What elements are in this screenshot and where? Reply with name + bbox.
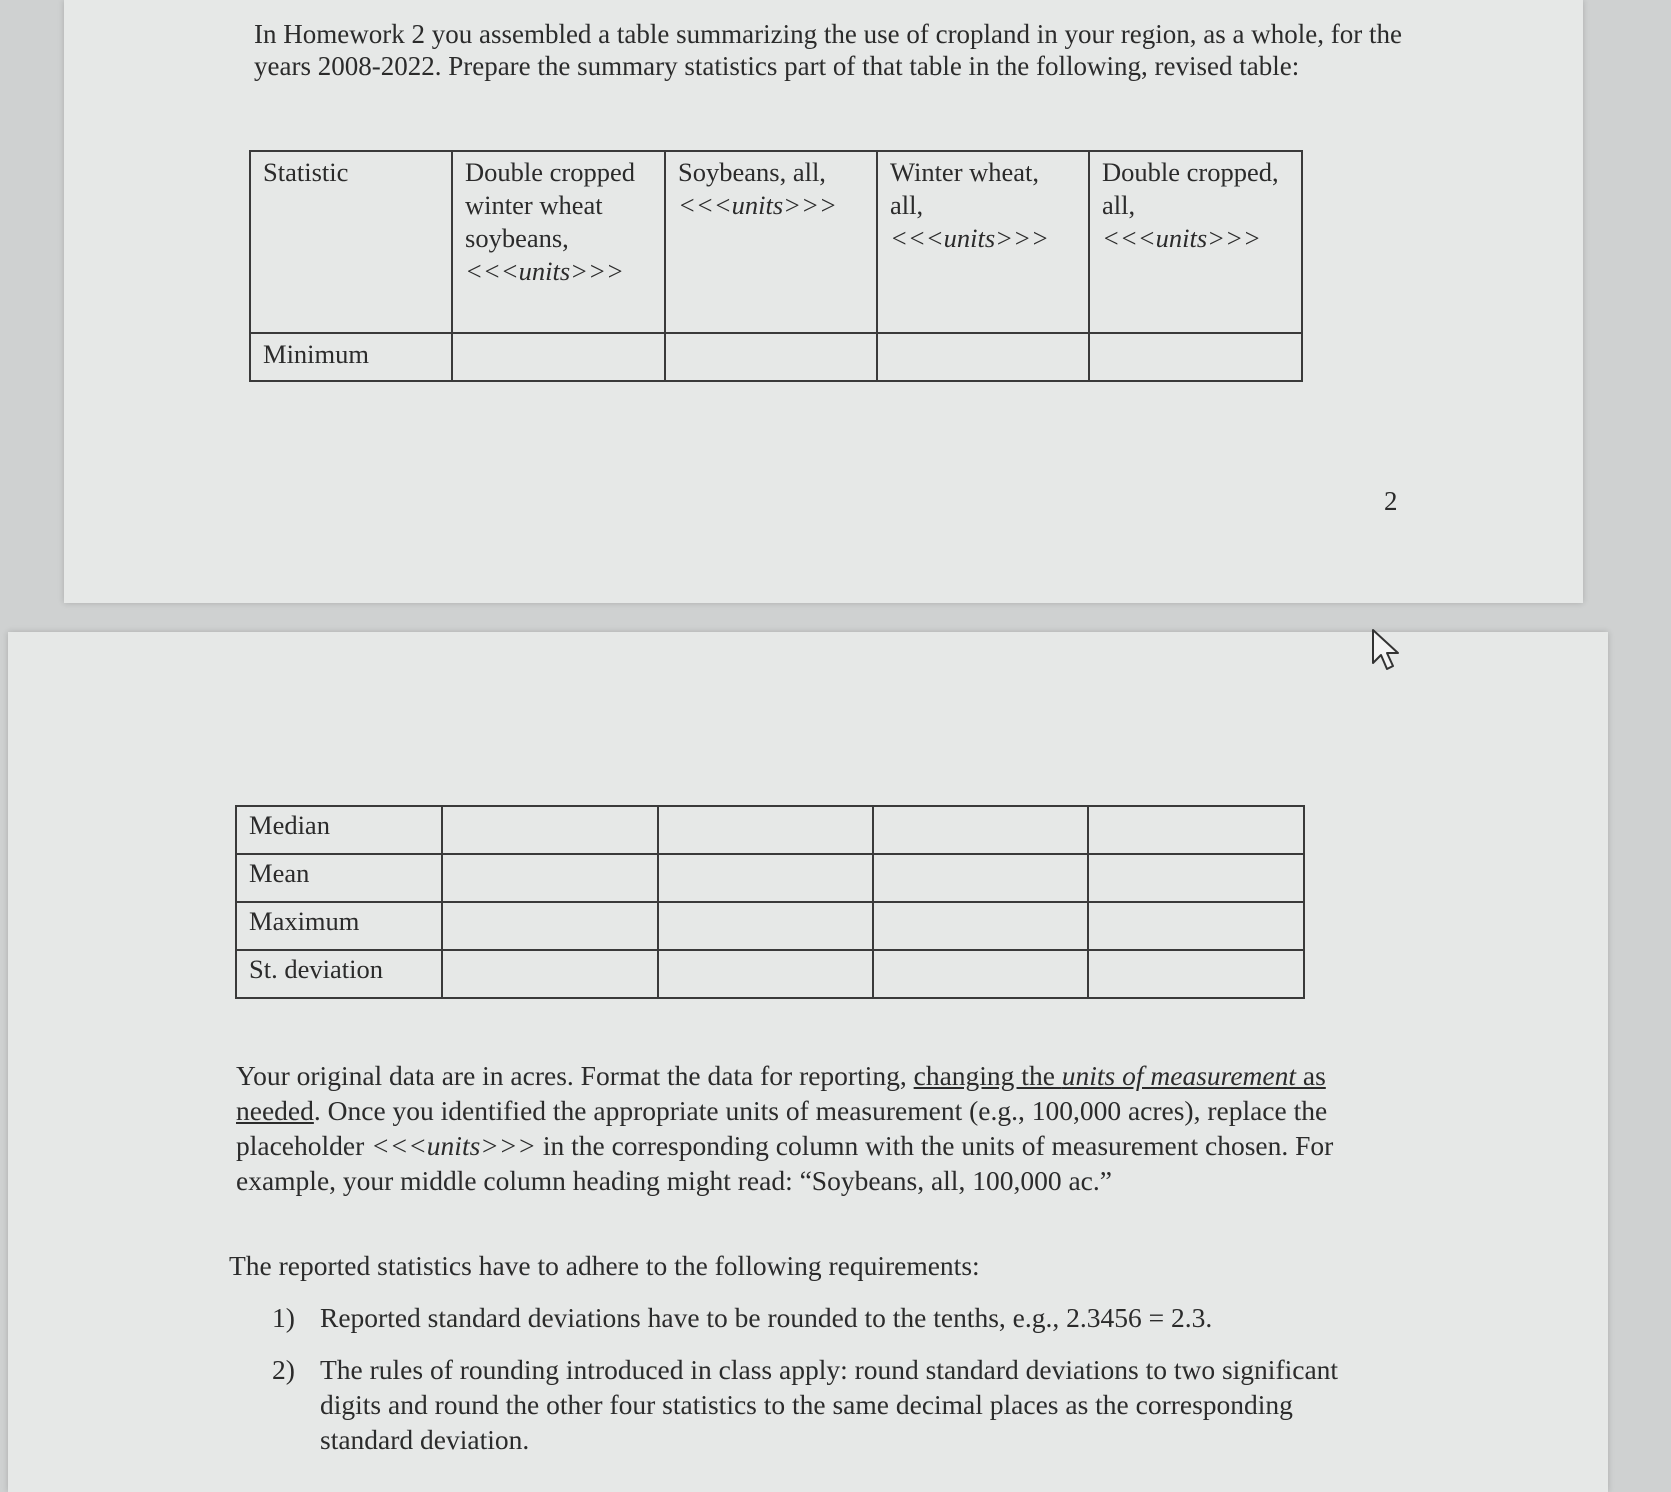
table-cell: [873, 854, 1088, 902]
row-label-median: Median: [236, 806, 442, 854]
units-placeholder: <<<units>>>: [890, 223, 1049, 253]
list-number: 1): [272, 1302, 295, 1333]
list-text: The rules of rounding introduced in class apply: round standard deviations to two significant digits and round the other four statistics to the same decimal places as the corresponding standard deviation.: [320, 1354, 1339, 1455]
underlined-phrase: changing the units of measurement as needed: [236, 1060, 1326, 1126]
table-cell: [658, 806, 873, 854]
requirements-intro: The reported statistics have to adhere to the following requirements:: [229, 1250, 980, 1281]
table-cell: [442, 902, 658, 950]
table-cell: [442, 854, 658, 902]
table-row: [236, 950, 1304, 998]
table-cell: [873, 950, 1088, 998]
table-cell: [658, 854, 873, 902]
table-cell: [1088, 806, 1304, 854]
table-cell: [452, 333, 665, 381]
intro-paragraph: In Homework 2 you assembled a table summarizing the use of cropland in your region, as a whole, for the years 2008-2022. Prepare the summary statistics part of that table in the following, revised table:: [254, 19, 1402, 81]
units-instructions-paragraph: Your original data are in acres. Format the data for reporting, changing the units of measurement as needed. Once you identified the appropriate units of measurement (e.g., 100,000 acres), replace the placeholder <<<units>>> in the corresponding column with the units of measurement chosen. For example, your middle column heading might read: “Soybeans, all, 100,000 ac.”: [236, 1060, 1334, 1196]
row-label-mean: Mean: [236, 854, 442, 902]
table-row: [236, 902, 1304, 950]
summary-table-bottom: [235, 805, 1305, 999]
summary-table-top: [249, 150, 1303, 382]
page-number: 2: [1384, 486, 1398, 516]
table-row: [236, 806, 1304, 854]
row-label-st-deviation: St. deviation: [236, 950, 442, 998]
header-double-cropped-wheat-soybeans: Double cropped winter wheat soybeans, <<<units>>>: [452, 151, 665, 333]
list-item: [272, 1300, 1382, 1335]
units-placeholder: <<<units>>>: [1102, 223, 1261, 253]
table-cell: [873, 902, 1088, 950]
units-placeholder: <<<units>>>: [678, 190, 837, 220]
table-cell: [665, 333, 877, 381]
table-row: [236, 854, 1304, 902]
row-label-minimum: Minimum: [250, 333, 452, 381]
table-cell: [658, 902, 873, 950]
table-cell: [658, 950, 873, 998]
table-cell: [1088, 950, 1304, 998]
list-text: Reported standard deviations have to be rounded to the tenths, e.g., 2.3456 = 2.3.: [320, 1302, 1213, 1333]
units-placeholder: <<<units>>>: [465, 256, 624, 286]
row-label-maximum: Maximum: [236, 902, 442, 950]
table-cell: [873, 806, 1088, 854]
table-cell: [442, 950, 658, 998]
header-soybeans-all: Soybeans, all, <<<units>>>: [665, 151, 877, 333]
table-cell: [1088, 902, 1304, 950]
units-placeholder: <<<units>>>: [371, 1130, 536, 1161]
header-winter-wheat-all: Winter wheat, all, <<<units>>>: [877, 151, 1089, 333]
table-cell: [1088, 854, 1304, 902]
list-number: 2): [272, 1354, 295, 1385]
mouse-cursor-icon: [1370, 627, 1406, 675]
header-double-cropped-all: Double cropped, all, <<<units>>>: [1089, 151, 1302, 333]
table-row: [250, 333, 1302, 381]
table-cell: [442, 806, 658, 854]
table-cell: [877, 333, 1089, 381]
list-item: [272, 1352, 1382, 1457]
table-cell: [1089, 333, 1302, 381]
header-statistic: Statistic: [250, 151, 452, 333]
table-header-row: [250, 151, 1302, 333]
